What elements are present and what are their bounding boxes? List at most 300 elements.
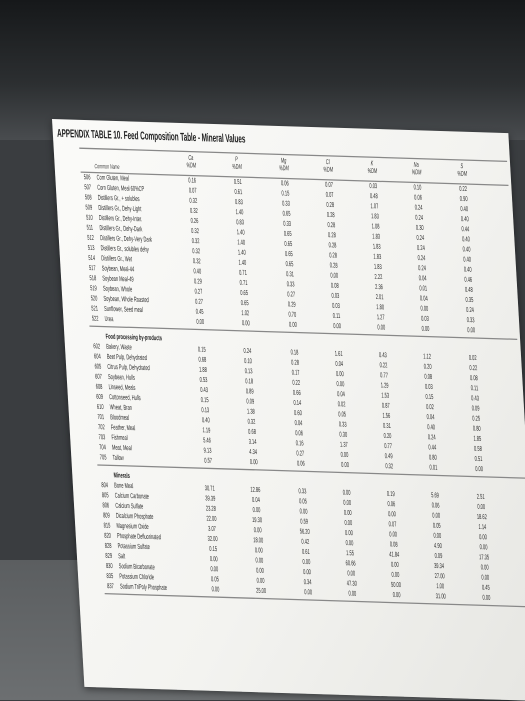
feed-number: 830 [105, 562, 113, 571]
feed-number: 610 [96, 403, 104, 412]
feed-number: 512 [87, 234, 95, 243]
feed-name: Soybean, Whole [102, 285, 133, 295]
mineral-value-cell: 0.24 [416, 234, 425, 243]
mineral-value-cell: 3.07 [207, 525, 217, 534]
column-symbol: P [235, 156, 239, 164]
mineral-value-cell: 0.04 [418, 275, 427, 283]
mineral-value-cell: 0.00 [302, 558, 311, 567]
mineral-value-cell: 0.11 [332, 312, 341, 321]
mineral-value-cell: 0.65 [283, 230, 292, 239]
mineral-value-cell: 0.44 [461, 226, 470, 234]
feed-name: Soybean Meal-49 [102, 275, 134, 285]
mineral-value-cell: 0.83 [236, 219, 245, 227]
feed-name: Bloodmeal [110, 414, 130, 423]
mineral-value-cell: 0.24 [415, 214, 424, 223]
mineral-value-cell: 25.00 [255, 587, 267, 596]
feed-name: Potassium Sulfate [117, 543, 151, 552]
mineral-value-cell: 1.83 [373, 263, 383, 272]
mineral-value-cell: 0.22 [469, 364, 478, 373]
mineral-value-cell: 0.48 [369, 193, 378, 201]
mineral-value-cell: 0.22 [459, 185, 468, 194]
mineral-value-cell: 0.00 [196, 318, 205, 327]
feed-number: 520 [90, 295, 98, 304]
mineral-value-cell: 0.32 [385, 463, 394, 471]
feed-number: 507 [84, 184, 92, 193]
mineral-value-cell: 60.66 [345, 560, 356, 569]
mineral-value-cell: 0.00 [421, 325, 430, 334]
mineral-value-cell: 0.31 [285, 271, 295, 279]
feed-name: Soybean, Whole Roasted [103, 295, 150, 305]
feed-number: 820 [104, 532, 112, 541]
mineral-value-cell: 1.61 [334, 350, 343, 359]
mineral-value-cell: 0.33 [283, 220, 292, 229]
mineral-value-cell: 0.00 [249, 458, 258, 467]
feed-number: 509 [85, 204, 93, 213]
mineral-value-cell: 0.28 [328, 242, 337, 250]
column-unit: %DM [411, 169, 422, 178]
mineral-value-cell: 1.40 [236, 229, 245, 238]
mineral-value-cell: 0.65 [284, 250, 294, 259]
mineral-value-cell: 0.00 [345, 540, 354, 548]
mineral-value-cell: 0.04 [426, 414, 435, 422]
mineral-value-cell: 0.00 [304, 589, 313, 597]
feed-number: 804 [101, 482, 109, 490]
mineral-value-cell: 0.68 [247, 428, 257, 437]
mineral-value-cell: 0.00 [391, 571, 400, 580]
column-unit: %DM [457, 170, 468, 179]
mineral-value-cell: 0.00 [211, 586, 220, 595]
feed-name: Magnesium Oxide [116, 522, 149, 532]
feed-name: Soybean, Hulls [107, 373, 136, 383]
mineral-value-cell: 0.77 [380, 372, 389, 381]
mineral-value-cell: 0.00 [467, 327, 476, 335]
mineral-value-cell: 0.06 [280, 180, 289, 189]
mineral-value-cell: 0.40 [461, 236, 471, 245]
mineral-value-cell: 0.29 [287, 301, 296, 310]
mineral-value-cell: 0.11 [470, 385, 479, 393]
mineral-value-cell: 0.28 [326, 201, 335, 210]
mineral-value-cell: 1.40 [237, 239, 246, 248]
mineral-value-cell: 0.58 [473, 445, 483, 454]
mineral-value-cell: 0.24 [417, 254, 426, 263]
mineral-value-cell: 0.15 [197, 346, 206, 355]
mineral-value-cell: 0.30 [339, 431, 348, 440]
mineral-value-cell: 1.53 [381, 392, 390, 401]
mineral-value-cell: 2.01 [375, 294, 384, 302]
feed-number: 605 [94, 363, 102, 372]
mineral-value-cell: 4.90 [433, 542, 443, 551]
mineral-value-cell: 0.15 [281, 190, 290, 199]
mineral-value-cell: 0.06 [387, 500, 396, 509]
mineral-value-cell: 0.32 [189, 197, 198, 206]
mineral-value-cell: 1.83 [370, 213, 380, 222]
feed-number: 517 [88, 265, 96, 273]
mineral-value-cell: 0.53 [199, 376, 208, 385]
mineral-value-cell: 17.35 [478, 554, 490, 563]
mineral-value-cell: 0.45 [195, 308, 204, 317]
mineral-value-cell: 0.40 [463, 266, 472, 275]
mineral-value-cell: 0.40 [460, 205, 469, 214]
feed-name: Salt [118, 553, 126, 561]
mineral-value-cell: 5.69 [430, 492, 440, 501]
mineral-value-cell: 0.35 [465, 296, 474, 305]
mineral-value-cell: 0.40 [201, 417, 210, 425]
column-unit: %DM [279, 165, 290, 173]
mineral-value-cell: 0.59 [300, 518, 309, 527]
feed-number: 522 [91, 315, 99, 324]
mineral-value-cell: 0.60 [293, 409, 303, 418]
mineral-value-cell: 19.30 [251, 516, 263, 525]
mineral-value-cell: 2.36 [374, 283, 384, 292]
mineral-value-cell: 0.43 [378, 352, 388, 360]
feed-number: 837 [106, 583, 115, 591]
mineral-value-cell: 0.28 [329, 252, 338, 261]
mineral-value-cell: 0.07 [325, 191, 334, 200]
feed-name: Distillers Gr., Wet [101, 255, 133, 264]
mineral-value-cell: 1.55 [346, 550, 355, 558]
mineral-value-cell: 47.30 [346, 580, 358, 589]
feed-number: 704 [99, 444, 107, 452]
mineral-value-cell: 0.22 [379, 362, 388, 370]
mineral-value-cell: 0.66 [292, 389, 301, 398]
mineral-value-cell: 1.83 [373, 253, 382, 262]
mineral-value-cell: 0.40 [463, 256, 472, 265]
column-unit: %DM [186, 162, 197, 171]
mineral-value-cell: 0.09 [471, 405, 480, 414]
mineral-value-cell: 0.27 [296, 450, 305, 459]
mineral-value-cell: 23.28 [205, 505, 217, 514]
mineral-value-cell: 0.19 [386, 490, 395, 499]
mineral-value-cell: 0.04 [294, 420, 303, 428]
mineral-value-cell: 0.90 [459, 195, 468, 204]
mineral-value-cell: 0.00 [377, 324, 386, 333]
mineral-value-cell: 0.16 [188, 177, 197, 186]
mineral-value-cell: 0.01 [429, 464, 438, 473]
mineral-value-cell: 0.00 [478, 534, 488, 542]
feed-number: 607 [94, 373, 103, 382]
mineral-value-cell: 27.00 [434, 572, 445, 581]
feed-name: Fishmeal [111, 434, 128, 443]
mineral-value-cell: 1.56 [382, 412, 391, 421]
feed-name: Distillers Gr., Dehy-Light [98, 204, 142, 214]
mineral-value-cell: 0.03 [331, 292, 340, 301]
mineral-value-cell: 9.13 [203, 447, 212, 456]
column-symbol: Na [413, 161, 419, 170]
feed-number: 705 [99, 454, 107, 463]
mineral-value-cell: 0.04 [335, 360, 344, 369]
mineral-value-cell: 1.29 [380, 382, 389, 391]
mineral-value-cell: 0.00 [420, 305, 429, 314]
feed-number: 513 [87, 244, 95, 253]
mineral-value-cell: 0.06 [431, 502, 440, 511]
mineral-value-cell: 0.00 [343, 499, 352, 508]
mineral-value-cell: 0.08 [389, 541, 398, 550]
mineral-value-cell: 0.00 [342, 489, 351, 498]
column-symbol: Ca [188, 154, 194, 163]
mineral-value-cell: 0.28 [326, 211, 335, 220]
column-symbol: K [370, 160, 374, 168]
feed-number: 703 [98, 434, 106, 442]
mineral-value-cell: 0.80 [472, 425, 481, 434]
column-header [443, 163, 481, 179]
mineral-value-cell: 0.33 [286, 281, 295, 290]
mineral-value-cell: 0.00 [432, 512, 441, 521]
column-header [218, 156, 256, 172]
mineral-value-cell: 1.27 [376, 314, 385, 323]
mineral-value-cell: 0.24 [418, 265, 427, 273]
mineral-value-cell: 0.42 [301, 538, 310, 547]
mineral-value-cell: 0.00 [252, 506, 261, 515]
column-header [309, 158, 347, 174]
mineral-value-cell: 0.00 [481, 574, 490, 583]
mineral-value-cell: 0.65 [240, 299, 249, 308]
mineral-value-cell: 0.09 [246, 398, 255, 407]
feed-number: 815 [103, 522, 111, 531]
mineral-value-cell: 0.32 [190, 227, 200, 236]
mineral-value-cell: 30.71 [204, 485, 215, 494]
feed-name: Citrus Pulp, Dehydrated [107, 363, 151, 373]
mineral-value-cell: 3.14 [248, 438, 257, 447]
mineral-value-cell: 5.46 [202, 437, 212, 446]
mineral-value-cell: 0.00 [241, 320, 250, 328]
mineral-value-cell: 1.83 [372, 243, 381, 252]
mineral-value-cell: 0.02 [425, 403, 435, 412]
mineral-value-cell: 1.85 [473, 435, 482, 444]
feed-name: Corn Gluten, Meal 60%CP [97, 184, 145, 194]
column-symbol: Mg [280, 157, 287, 166]
mineral-value-cell: 0.05 [210, 576, 220, 584]
mineral-value-cell: 0.61 [234, 188, 243, 197]
mineral-value-cell: 32.00 [207, 535, 218, 544]
mineral-value-cell: 0.06 [413, 194, 423, 203]
column-symbol: Cl [325, 158, 330, 167]
feed-name: Phosphate Defluorinated [116, 532, 162, 542]
mineral-value-cell: 1.38 [246, 408, 256, 417]
mineral-value-cell: 0.00 [255, 557, 264, 566]
mineral-value-cell: 1.40 [237, 249, 246, 258]
mineral-value-cell: 0.51 [474, 455, 483, 464]
mineral-value-cell: 0.00 [210, 566, 219, 574]
column-unit: %DM [323, 166, 334, 175]
feed-name: Wheat, Bran [109, 404, 133, 413]
mineral-value-cell: 0.00 [482, 594, 491, 603]
feed-name: Cottonseed, Hulls [108, 394, 141, 403]
mineral-value-cell: 0.00 [336, 380, 345, 389]
mineral-value-cell: 0.05 [432, 522, 441, 531]
mineral-value-cell: 0.04 [251, 496, 261, 505]
mineral-value-cell: 0.03 [420, 315, 430, 324]
mineral-value-cell: 0.71 [238, 269, 248, 278]
mineral-value-cell: 0.09 [434, 552, 443, 561]
feed-number: 828 [104, 542, 112, 551]
mineral-value-cell: 0.31 [382, 422, 392, 431]
feed-number: 514 [88, 254, 96, 263]
feed-name: Distillers Gr., Dehy-Very Dark [99, 235, 153, 245]
mineral-value-cell: 0.46 [464, 276, 473, 285]
mineral-value-cell: 18.62 [476, 513, 488, 522]
mineral-value-cell: 39.39 [205, 495, 216, 504]
mineral-value-cell: 0.00 [479, 544, 488, 552]
mineral-value-cell: 0.24 [427, 434, 436, 443]
mineral-value-cell: 0.04 [336, 391, 346, 399]
mineral-value-cell: 0.00 [335, 370, 344, 379]
feed-name: Calcium Carbonate [114, 492, 150, 502]
mineral-value-cell: 0.02 [337, 401, 346, 409]
feed-number: 609 [96, 393, 104, 402]
mineral-value-cell: 0.14 [293, 399, 302, 408]
feed-number: 519 [89, 285, 98, 293]
mineral-value-cell: 0.00 [254, 547, 263, 556]
mineral-value-cell: 1.37 [339, 441, 349, 450]
mineral-value-cell: 0.28 [327, 232, 337, 240]
mineral-value-cell: 0.32 [189, 207, 199, 216]
feed-number: 604 [93, 353, 101, 362]
feed-name: Potassium Chloride [119, 573, 155, 582]
mineral-value-cell: 0.20 [383, 432, 392, 441]
feed-name: Feather, Meal [110, 424, 136, 433]
mineral-value-cell: 0.00 [340, 451, 349, 460]
feed-name: Bakery, Waste [106, 343, 133, 353]
feed-number: 835 [106, 572, 114, 581]
feed-name: Tallow [112, 454, 124, 463]
feed-number: 602 [93, 343, 101, 352]
mineral-value-cell: 0.27 [287, 291, 296, 300]
column-header [265, 157, 303, 173]
mineral-value-cell: 0.34 [303, 579, 312, 587]
mineral-value-cell: 0.24 [414, 204, 423, 213]
mineral-value-cell: 0.51 [233, 178, 242, 187]
mineral-value-cell: 0.33 [466, 316, 475, 325]
mineral-value-cell: 0.32 [191, 237, 200, 246]
mineral-value-cell: 0.24 [465, 306, 475, 315]
mineral-value-cell: 0.87 [381, 402, 390, 411]
mineral-value-cell: 0.83 [234, 198, 244, 207]
mineral-value-cell: 4.34 [249, 448, 258, 457]
feed-name: Dicalcium Phosphate [115, 512, 154, 522]
mineral-value-cell: 1.02 [241, 310, 250, 318]
mineral-value-cell: 0.00 [340, 461, 350, 470]
mineral-value-cell: 0.43 [200, 386, 209, 395]
column-header [172, 154, 210, 170]
mineral-value-cell: 0.07 [324, 181, 334, 190]
mineral-value-cell: 0.71 [239, 279, 248, 288]
feed-number: 608 [95, 383, 103, 392]
section-heading: Food processing by-products [105, 333, 163, 343]
mineral-value-cell: 0.07 [188, 187, 197, 196]
mineral-value-cell: 0.32 [192, 258, 201, 266]
feed-number: 506 [83, 174, 91, 182]
mineral-value-cell: 0.32 [247, 418, 256, 427]
mineral-value-cell: 0.08 [424, 373, 433, 382]
mineral-value-cell: 0.13 [201, 407, 210, 415]
mineral-value-cell: 0.33 [338, 421, 347, 430]
mineral-value-cell: 0.00 [347, 570, 356, 579]
column-unit: %DM [231, 163, 242, 172]
mineral-value-cell: 12.86 [250, 486, 261, 495]
mineral-value-cell: 1.83 [372, 233, 381, 242]
mineral-value-cell: 0.10 [243, 357, 253, 366]
mineral-value-cell: 1.80 [376, 304, 385, 312]
document-page [52, 119, 525, 701]
mineral-value-cell: 0.40 [193, 268, 202, 277]
mineral-value-cell: 0.01 [419, 285, 428, 294]
column-header [397, 161, 435, 177]
mineral-value-cell: 0.02 [468, 354, 477, 363]
feed-number: 518 [89, 275, 97, 283]
feed-name: Meat, Meal [111, 444, 133, 453]
mineral-value-cell: 1.88 [198, 366, 208, 375]
feed-number: 508 [84, 194, 92, 203]
mineral-value-cell: 0.00 [330, 272, 339, 281]
column-unit: %DM [367, 167, 378, 176]
mineral-value-cell: 0.40 [460, 216, 469, 224]
feed-name: Beet Pulp, Dehydrated [106, 353, 148, 363]
mineral-value-cell: 0.65 [282, 210, 291, 219]
mineral-value-cell: 0.00 [387, 511, 397, 519]
feed-number: 809 [102, 512, 111, 521]
mineral-value-cell: 0.40 [462, 246, 471, 255]
mineral-value-cell: 0.10 [413, 184, 422, 193]
mineral-value-cell: 0.48 [464, 286, 474, 295]
feed-name: Calcium Sulfate [115, 502, 144, 512]
mineral-value-cell: 0.15 [209, 545, 218, 554]
mineral-value-cell: 0.30 [415, 224, 424, 233]
feed-name: Sunflower, Seed meal [103, 305, 144, 315]
mineral-value-cell: 0.00 [348, 590, 357, 599]
mineral-value-cell: 0.04 [419, 295, 428, 304]
mineral-value-cell: 0.28 [327, 221, 336, 230]
feed-name: Sodium Bicarbonate [118, 563, 155, 572]
mineral-value-cell: 31.00 [435, 593, 447, 602]
mineral-value-cell: 0.00 [333, 322, 342, 331]
mineral-value-cell: 50.00 [390, 581, 402, 590]
mineral-value-cell: 0.20 [423, 363, 432, 372]
mineral-value-cell: 0.00 [209, 555, 218, 564]
page-title: APPENDIX TABLE 10. Feed Composition Table - Mineral Values [56, 126, 246, 146]
mineral-value-cell: 0.06 [296, 460, 305, 469]
mineral-value-cell: 1.08 [371, 223, 380, 232]
feed-number: 510 [85, 214, 94, 223]
mineral-value-cell: 1.14 [478, 523, 487, 532]
mineral-value-cell: 18.00 [253, 537, 264, 546]
mineral-value-cell: 1.40 [238, 259, 247, 268]
mineral-value-cell: 0.08 [469, 375, 479, 383]
mineral-value-cell: 0.05 [298, 498, 308, 507]
mineral-value-cell: 0.06 [295, 430, 304, 438]
mineral-value-cell: 0.00 [392, 591, 401, 600]
mineral-value-cell: 0.13 [244, 368, 253, 376]
mineral-value-cell: 0.68 [198, 356, 207, 365]
mineral-value-cell: 0.05 [338, 411, 347, 420]
mineral-value-cell: 1.00 [436, 583, 445, 591]
mineral-value-cell: 0.89 [245, 388, 254, 397]
feed-name: Corn Gluten, Meal [96, 174, 130, 184]
mineral-value-cell: 0.70 [288, 311, 297, 320]
mineral-value-cell: 0.61 [301, 548, 311, 557]
mineral-value-cell: 0.18 [245, 378, 254, 386]
mineral-value-cell: 0.43 [470, 395, 480, 404]
mineral-value-cell: 0.80 [428, 454, 438, 463]
mineral-value-cell: 0.07 [388, 521, 397, 529]
mineral-value-cell: 0.00 [433, 532, 442, 541]
mineral-value-cell: 1.19 [202, 427, 211, 436]
column-header [353, 160, 391, 176]
mineral-value-cell: 0.00 [302, 568, 312, 577]
mineral-value-cell: 0.00 [389, 531, 398, 540]
mineral-value-cell: 39.34 [433, 562, 445, 571]
mineral-value-cell: 0.29 [193, 278, 203, 287]
mineral-value-cell: 0.33 [298, 488, 307, 496]
